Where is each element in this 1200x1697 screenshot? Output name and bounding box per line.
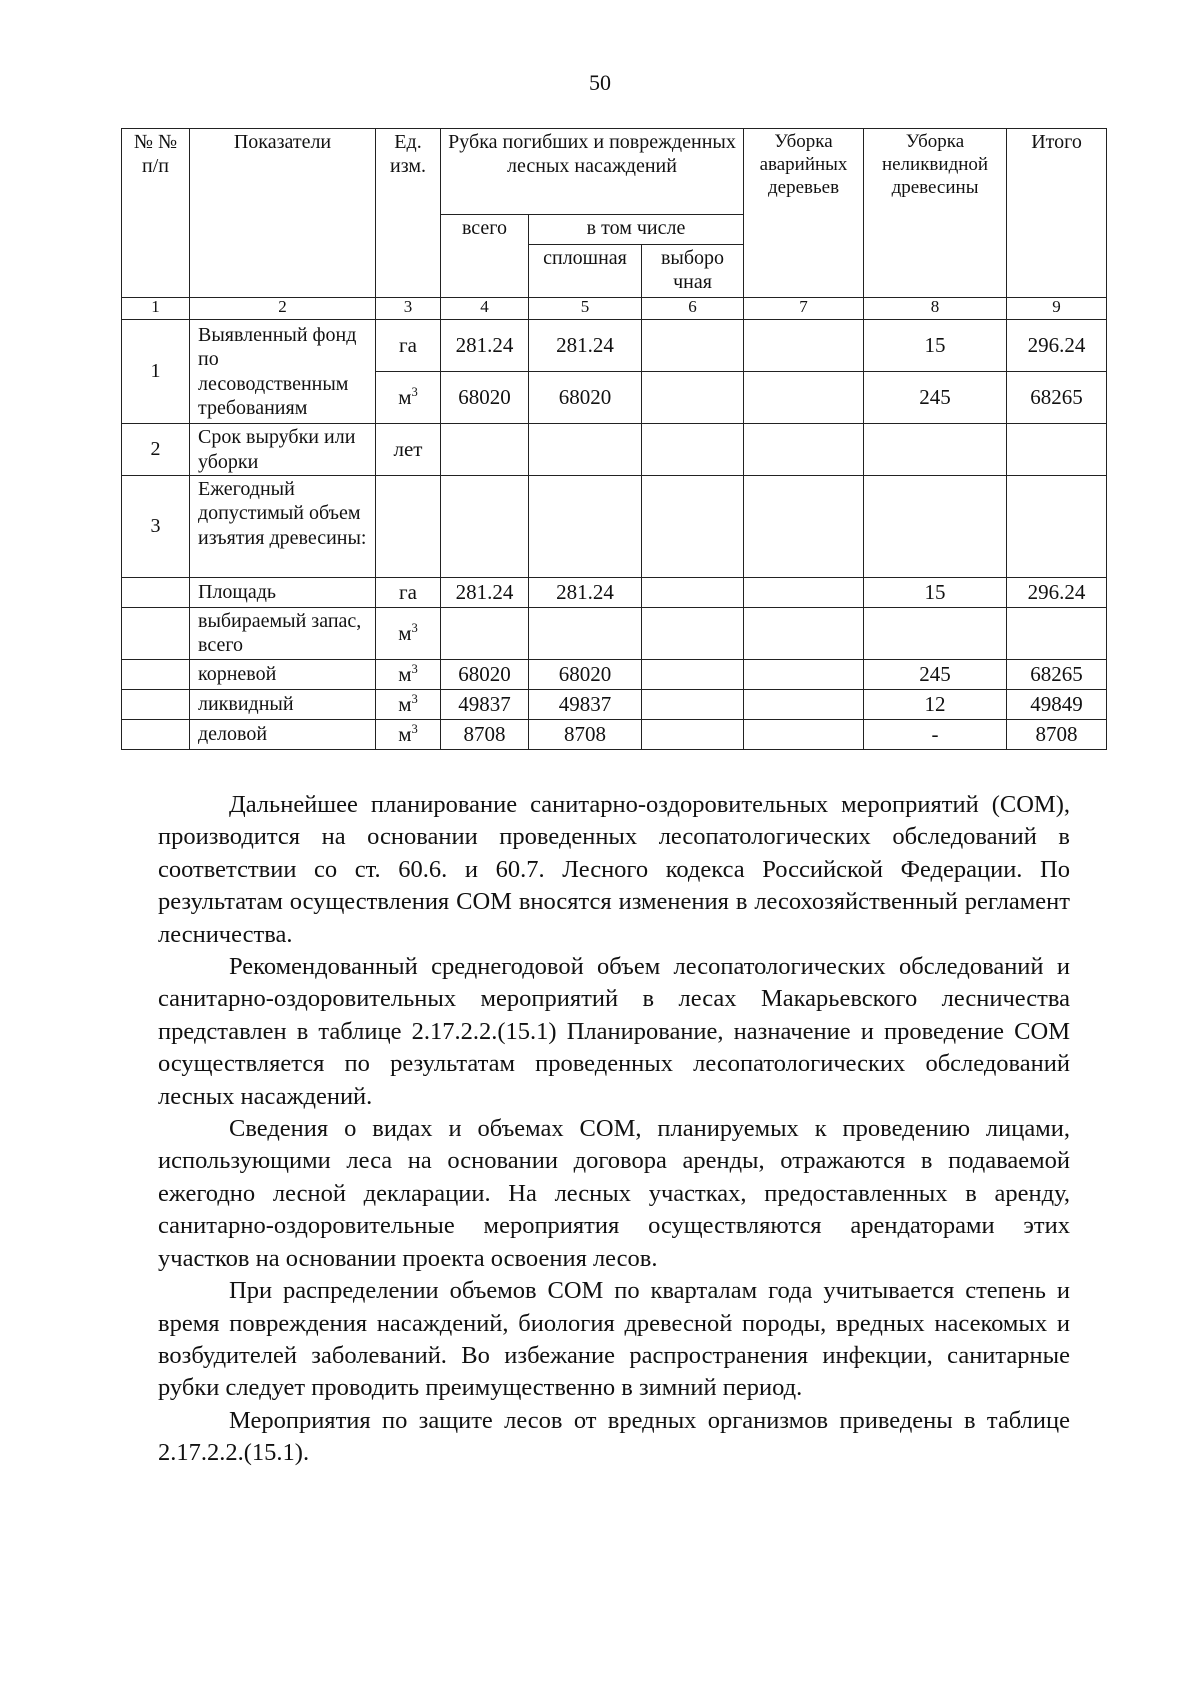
row-label: Ежегодный допустимый объем изъятия древесины: bbox=[190, 476, 376, 578]
value-cell bbox=[744, 424, 864, 476]
value-cell bbox=[744, 720, 864, 750]
table-row bbox=[122, 320, 1107, 372]
unit-cell bbox=[376, 720, 441, 750]
column-number-row bbox=[122, 298, 1107, 320]
column-number: 6 bbox=[642, 298, 744, 320]
paragraph: Дальнейшее планирование санитарно-оздоровительных мероприятий (СОМ), производится на основании проведенных лесопатологических обследований в соответствии со ст. 60.6. и 60.7. Лесного кодекса Российской Федерации. По результатам осуществления СОМ вносятся изменения в лесохозяйственный регламент лесничества. bbox=[158, 791, 1070, 948]
row-label: Выявленный фонд по лесоводственным требованиям bbox=[190, 320, 376, 424]
value-cell: 281.24 bbox=[529, 578, 642, 608]
paragraph: Мероприятия по защите лесов от вредных организмов приведены в таблице 2.17.2.2.(15.1). bbox=[158, 1406, 1070, 1467]
body-text bbox=[158, 789, 1070, 1470]
value-cell: 68265 bbox=[1007, 660, 1107, 690]
value-cell bbox=[529, 608, 642, 660]
header-emergency: Уборка аварийных деревьев bbox=[744, 129, 864, 298]
value-cell: 49837 bbox=[529, 690, 642, 720]
value-cell: 281.24 bbox=[441, 320, 529, 372]
table-row bbox=[122, 424, 1107, 476]
unit-superscript: 3 bbox=[411, 620, 418, 635]
value-cell: 296.24 bbox=[1007, 578, 1107, 608]
unit-text: м bbox=[398, 721, 412, 746]
value-cell bbox=[864, 424, 1007, 476]
column-number: 3 bbox=[376, 298, 441, 320]
unit-superscript: 3 bbox=[411, 721, 418, 736]
value-cell bbox=[1007, 476, 1107, 578]
value-cell bbox=[642, 320, 744, 372]
header-row-1 bbox=[122, 129, 1107, 215]
unit-text: м bbox=[398, 384, 412, 409]
value-cell: 49849 bbox=[1007, 690, 1107, 720]
value-cell bbox=[744, 690, 864, 720]
value-cell: 245 bbox=[864, 372, 1007, 424]
value-cell: 245 bbox=[864, 660, 1007, 690]
value-cell: 8708 bbox=[1007, 720, 1107, 750]
header-clear: сплошная bbox=[529, 245, 642, 298]
column-number: 7 bbox=[744, 298, 864, 320]
header-sum: Итого bbox=[1007, 129, 1107, 298]
column-number: 9 bbox=[1007, 298, 1107, 320]
value-cell: 68265 bbox=[1007, 372, 1107, 424]
value-cell: 68020 bbox=[441, 372, 529, 424]
unit-cell: лет bbox=[376, 424, 441, 476]
unit-cell bbox=[376, 660, 441, 690]
value-cell: 68020 bbox=[529, 372, 642, 424]
value-cell bbox=[441, 424, 529, 476]
column-number: 5 bbox=[529, 298, 642, 320]
value-cell: 8708 bbox=[441, 720, 529, 750]
value-cell bbox=[441, 476, 529, 578]
header-illiquid: Уборка неликвидной древесины bbox=[864, 129, 1007, 298]
value-cell: 49837 bbox=[441, 690, 529, 720]
value-cell bbox=[744, 476, 864, 578]
value-cell: 296.24 bbox=[1007, 320, 1107, 372]
value-cell bbox=[642, 578, 744, 608]
row-number: 1 bbox=[122, 320, 190, 424]
value-cell bbox=[642, 720, 744, 750]
table-row bbox=[122, 578, 1107, 608]
value-cell: 15 bbox=[864, 578, 1007, 608]
header-selective: выборо чная bbox=[642, 245, 744, 298]
row-number bbox=[122, 578, 190, 608]
unit-cell bbox=[376, 690, 441, 720]
row-number bbox=[122, 720, 190, 750]
unit-cell bbox=[376, 372, 441, 424]
unit-text: м bbox=[398, 691, 412, 716]
row-label: Площадь bbox=[190, 578, 376, 608]
felling-table bbox=[121, 128, 1107, 750]
row-label: выбираемый запас, всего bbox=[190, 608, 376, 660]
table-row bbox=[122, 690, 1107, 720]
value-cell: 8708 bbox=[529, 720, 642, 750]
row-label: Срок вырубки или уборки bbox=[190, 424, 376, 476]
unit-cell: га bbox=[376, 320, 441, 372]
unit-cell bbox=[376, 476, 441, 578]
unit-text: м bbox=[398, 661, 412, 686]
row-number bbox=[122, 660, 190, 690]
value-cell bbox=[744, 320, 864, 372]
unit-superscript: 3 bbox=[411, 384, 418, 399]
value-cell bbox=[642, 424, 744, 476]
unit-superscript: 3 bbox=[411, 661, 418, 676]
value-cell bbox=[642, 476, 744, 578]
value-cell bbox=[744, 608, 864, 660]
row-label: ликвидный bbox=[190, 690, 376, 720]
paragraph: При распределении объемов СОМ по кварталам года учитывается степень и время повреждения насаждений, биология древесной породы, вредных насекомых и возбудителей заболеваний. Во избежание распространения инфекции, санитарные рубки следует проводить преимущественно в зимний период. bbox=[158, 1277, 1070, 1402]
row-label: корневой bbox=[190, 660, 376, 690]
header-num: № № п/п bbox=[122, 129, 190, 298]
unit-cell: га bbox=[376, 578, 441, 608]
value-cell bbox=[744, 372, 864, 424]
value-cell bbox=[744, 578, 864, 608]
unit-text: м bbox=[398, 620, 412, 645]
unit-superscript: 3 bbox=[411, 691, 418, 706]
column-number: 1 bbox=[122, 298, 190, 320]
value-cell bbox=[864, 476, 1007, 578]
header-including: в том числе bbox=[529, 215, 744, 245]
value-cell: 281.24 bbox=[529, 320, 642, 372]
value-cell bbox=[642, 660, 744, 690]
value-cell bbox=[1007, 424, 1107, 476]
row-number: 3 bbox=[122, 476, 190, 578]
row-number bbox=[122, 608, 190, 660]
value-cell bbox=[529, 476, 642, 578]
column-number: 8 bbox=[864, 298, 1007, 320]
unit-cell bbox=[376, 608, 441, 660]
value-cell bbox=[642, 690, 744, 720]
row-label: деловой bbox=[190, 720, 376, 750]
header-felling: Рубка погибших и поврежденных лесных насаждений bbox=[441, 129, 744, 215]
value-cell: 68020 bbox=[529, 660, 642, 690]
column-number: 4 bbox=[441, 298, 529, 320]
header-unit: Ед. изм. bbox=[376, 129, 441, 298]
value-cell: 281.24 bbox=[441, 578, 529, 608]
table-row bbox=[122, 608, 1107, 660]
column-number: 2 bbox=[190, 298, 376, 320]
value-cell: 68020 bbox=[441, 660, 529, 690]
header-indicator: Показатели bbox=[190, 129, 376, 298]
value-cell bbox=[441, 608, 529, 660]
row-number: 2 bbox=[122, 424, 190, 476]
value-cell: - bbox=[864, 720, 1007, 750]
value-cell bbox=[642, 608, 744, 660]
value-cell bbox=[642, 372, 744, 424]
page-number: 50 bbox=[589, 70, 611, 95]
value-cell: 12 bbox=[864, 690, 1007, 720]
table-row bbox=[122, 660, 1107, 690]
table-row bbox=[122, 476, 1107, 578]
value-cell bbox=[1007, 608, 1107, 660]
value-cell bbox=[744, 660, 864, 690]
paragraph: Рекомендованный среднегодовой объем лесопатологических обследований и санитарно-оздоровительных мероприятий в лесах Макарьевского лесничества представлен в таблице 2.17.2.2.(15.1) Планирование, назначение и проведение СОМ осуществляется по результатам проведенных лесопатологических обследований лесных насаждений. bbox=[158, 953, 1070, 1110]
table-row bbox=[122, 720, 1107, 750]
paragraph: Сведения о видах и объемах СОМ, планируемых к проведению лицами, использующими леса на основании договора аренды, отражаются в подаваемой ежегодно лесной декларации. На лесных участках, предоставленных в аренду, санитарно-оздоровительные мероприятия осуществляются арендаторами этих участков на основании проекта освоения лесов. bbox=[158, 1115, 1070, 1272]
value-cell: 15 bbox=[864, 320, 1007, 372]
value-cell bbox=[864, 608, 1007, 660]
row-number bbox=[122, 690, 190, 720]
header-total: всего bbox=[441, 215, 529, 298]
value-cell bbox=[529, 424, 642, 476]
